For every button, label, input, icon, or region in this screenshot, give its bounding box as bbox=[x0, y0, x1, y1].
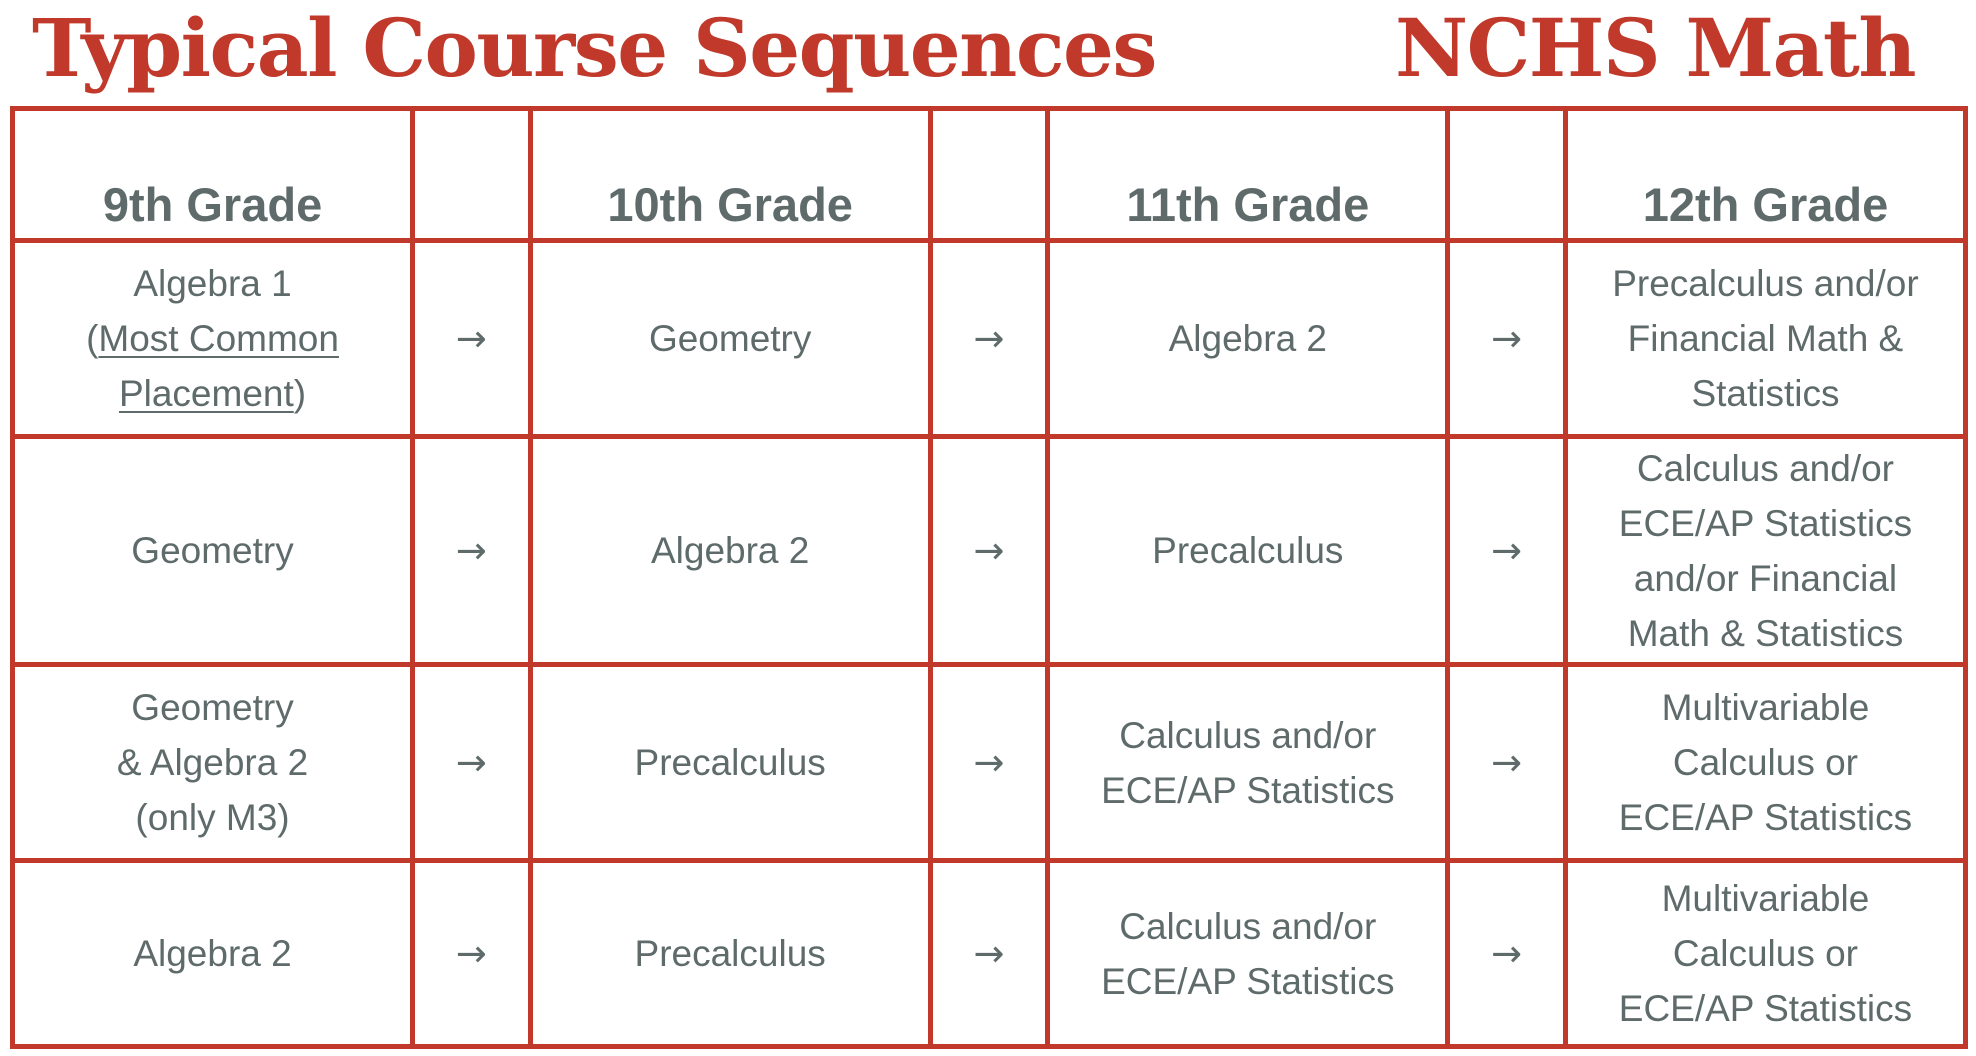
course-line: Multivariable bbox=[1661, 687, 1870, 728]
course-cell: Algebra 2 bbox=[13, 861, 413, 1047]
table-row bbox=[13, 861, 1966, 1047]
course-line: Financial Math & bbox=[1627, 318, 1904, 359]
course-cell bbox=[13, 665, 413, 861]
course-line: Multivariable bbox=[1661, 878, 1870, 919]
course-line: Calculus and/or bbox=[1636, 447, 1894, 489]
course-cell: Algebra 2 bbox=[530, 437, 930, 665]
header-spacer bbox=[1448, 109, 1566, 241]
course-cell bbox=[1565, 241, 1965, 437]
page-title: Typical Course Sequences bbox=[32, 1, 1156, 95]
header-spacer bbox=[930, 109, 1048, 241]
course-line: ECE/AP Statistics bbox=[1101, 960, 1395, 1002]
course-line: ECE/AP Statistics bbox=[1618, 988, 1913, 1029]
header-grade-10: 10th Grade bbox=[530, 109, 930, 241]
school-name: NCHS Math bbox=[1395, 1, 1916, 95]
course-cell: Precalculus bbox=[530, 665, 930, 861]
header-spacer bbox=[413, 109, 531, 241]
right-arrow-icon: → bbox=[413, 437, 531, 665]
right-arrow-icon: → bbox=[1448, 437, 1566, 665]
table-row bbox=[13, 665, 1966, 861]
course-line: Geometry bbox=[131, 687, 294, 728]
paren-open: ( bbox=[86, 318, 99, 359]
course-line: and/or Financial bbox=[1633, 557, 1898, 599]
course-line: (only M3) bbox=[135, 797, 290, 838]
course-line: Math & Statistics bbox=[1627, 612, 1904, 654]
placement-note: Most Common bbox=[98, 318, 339, 359]
course-cell: Precalculus bbox=[1048, 437, 1448, 665]
right-arrow-icon: → bbox=[930, 861, 1048, 1047]
course-cell bbox=[1565, 861, 1965, 1047]
course-line: ECE/AP Statistics bbox=[1618, 502, 1913, 544]
header-grade-11: 11th Grade bbox=[1048, 109, 1448, 241]
course-cell bbox=[1565, 437, 1965, 665]
course-cell: Algebra 2 bbox=[1048, 241, 1448, 437]
right-arrow-icon: → bbox=[930, 241, 1048, 437]
course-line: ECE/AP Statistics bbox=[1618, 797, 1913, 838]
course-line: Calculus and/or bbox=[1119, 714, 1377, 756]
course-name: Algebra 1 bbox=[133, 263, 292, 304]
course-line: ECE/AP Statistics bbox=[1101, 769, 1395, 811]
course-line: & Algebra 2 bbox=[116, 742, 309, 783]
right-arrow-icon: → bbox=[413, 241, 531, 437]
course-cell bbox=[1048, 861, 1448, 1047]
course-cell bbox=[1048, 665, 1448, 861]
right-arrow-icon: → bbox=[930, 665, 1048, 861]
course-line: Calculus or bbox=[1672, 742, 1858, 783]
header-grade-9: 9th Grade bbox=[13, 109, 413, 241]
course-cell bbox=[1565, 665, 1965, 861]
paren-close: ) bbox=[293, 373, 307, 414]
course-cell: Geometry bbox=[13, 437, 413, 665]
table-row bbox=[13, 241, 1966, 437]
course-line: Precalculus and/or bbox=[1612, 263, 1919, 304]
course-cell: Precalculus bbox=[530, 861, 930, 1047]
header-row bbox=[13, 109, 1966, 241]
right-arrow-icon: → bbox=[1448, 241, 1566, 437]
course-line: Calculus and/or bbox=[1119, 905, 1377, 947]
right-arrow-icon: → bbox=[1448, 861, 1566, 1047]
right-arrow-icon: → bbox=[413, 861, 531, 1047]
course-cell: Geometry bbox=[530, 241, 930, 437]
course-cell bbox=[13, 241, 413, 437]
course-sequence-table bbox=[10, 106, 1968, 1049]
placement-note: Placement bbox=[118, 373, 294, 414]
right-arrow-icon: → bbox=[413, 665, 531, 861]
table-row bbox=[13, 437, 1966, 665]
course-line: Calculus or bbox=[1672, 933, 1858, 974]
right-arrow-icon: → bbox=[930, 437, 1048, 665]
right-arrow-icon: → bbox=[1448, 665, 1566, 861]
course-line: Statistics bbox=[1691, 373, 1840, 414]
header-grade-12: 12th Grade bbox=[1565, 109, 1965, 241]
